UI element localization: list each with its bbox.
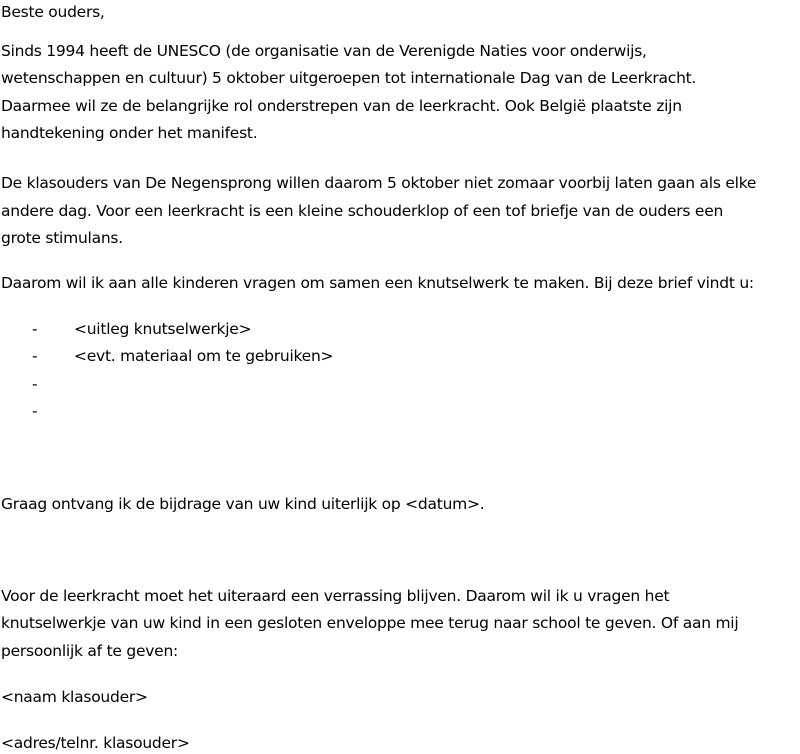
contact-name: <naam klasouder> (1, 688, 148, 706)
greeting: Beste ouders, (1, 3, 105, 21)
surprise-line-2: knutselwerkje van uw kind in een gesloten enveloppe mee terug naar school te geven. Of aan mij (1, 614, 739, 632)
list-marker: - (32, 402, 38, 420)
intro-line-4: handtekening onder het manifest. (1, 124, 258, 142)
list-marker: - (32, 320, 38, 338)
list-marker: - (32, 347, 38, 365)
intro-line-1: Sinds 1994 heeft de UNESCO (de organisatie van de Verenigde Naties voor onderwijs, (1, 42, 647, 60)
contact-address: <adres/telnr. klasouder> (1, 734, 190, 752)
list-item: <evt. materiaal om te gebruiken> (74, 347, 334, 365)
intro-line-3: Daarmee wil ze de belangrijke rol onderstrepen van de leerkracht. Ook België plaatste zijn (1, 97, 682, 115)
motivation-line-2: andere dag. Voor een leerkracht is een kleine schouderklop of een tof briefje van de ouders een (1, 202, 724, 220)
surprise-line-3: persoonlijk af te geven: (1, 642, 178, 660)
surprise-line-1: Voor de leerkracht moet het uiteraard een verrassing blijven. Daarom wil ik u vragen het (1, 587, 670, 605)
list-item: <uitleg knutselwerkje> (74, 320, 252, 338)
intro-line-2: wetenschappen en cultuur) 5 oktober uitgeroepen tot internationale Dag van de Leerkracht. (1, 69, 697, 87)
list-marker: - (32, 375, 38, 393)
motivation-line-3: grote stimulans. (1, 229, 123, 247)
request-line: Daarom wil ik aan alle kinderen vragen om samen een knutselwerk te maken. Bij deze brief vindt u: (1, 274, 754, 292)
deadline-line: Graag ontvang ik de bijdrage van uw kind uiterlijk op <datum>. (1, 495, 485, 513)
motivation-line-1: De klasouders van De Negensprong willen daarom 5 oktober niet zomaar voorbij laten gaan als elke (1, 174, 757, 192)
